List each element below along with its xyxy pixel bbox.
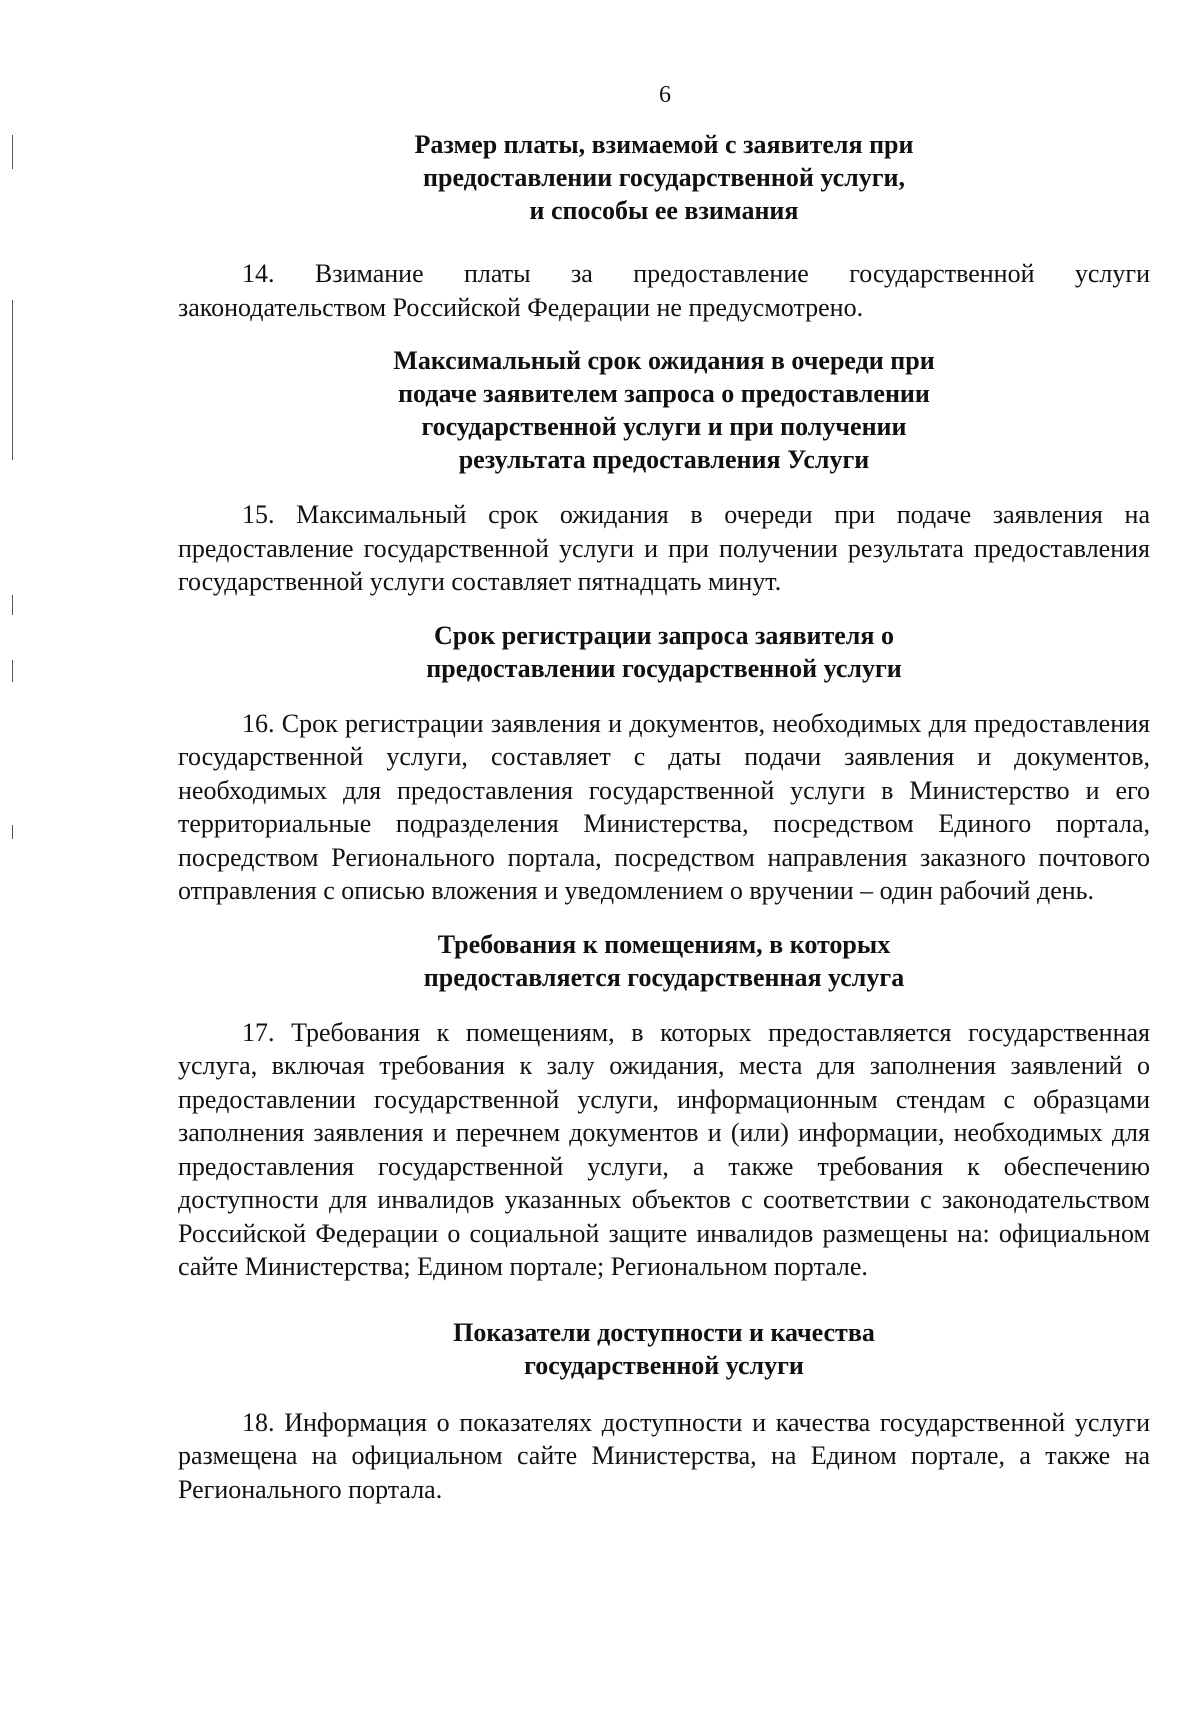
paragraph-18: 18. Информация о показателях доступности и качества государственной услуги размещена на официальном сайте Министерства, на Едином портале, а также на Регионального портала. [178,1407,1150,1504]
scan-artifact [12,135,13,169]
heading-line: и способы ее взимания [529,196,799,225]
heading-line: государственной услуги [524,1350,804,1380]
heading-line: предоставляется государственная услуга [423,962,905,992]
paragraph-16: 16. Срок регистрации заявления и документов, необходимых для предоставления государственной услуги, составляет с даты подачи заявления и документов, необходимых для предоставления государственной услуги в Министерство и его территориальные подразделения Министерства, посредством Единого портала, посредством Регионального портала, посредством направления заказного почтового отправления с описью вложения и уведомлением о вручении – один рабочий день. [178,708,1150,905]
document-body [178,120,1150,1506]
section-heading-fee [178,128,1150,227]
paragraph-14: 14. Взимание платы за предоставление государственной услуги законодательством Российской Федерации не предусмотрено. [178,259,1150,322]
scan-artifact [12,825,13,839]
scan-artifact [12,595,13,615]
paragraph-15: 15. Максимальный срок ожидания в очереди при подаче заявления на предоставление государственной услуги и при получении результата предоставления государственной услуги составляет пятнадцать минут. [178,500,1150,596]
heading-line: подаче заявителем запроса о предоставлении [398,379,930,408]
paragraph-17: 17. Требования к помещениям, в которых предоставляется государственная услуга, включая требования к залу ожидания, места для заполнения заявлений о предоставлении государственной услуги, информационным стендам с образцами заполнения заявления и перечнем документов и (или) информации, необходимых для предоставления государственной услуги, а также требования к обеспечению доступности для инвалидов указанных объектов с соответствии с законодательством Российской Федерации о социальной защите инвалидов размещены на: официальном сайте Министерства; Едином портале; Региональном портале. [178,1017,1150,1281]
page-number: 6 [659,82,671,108]
scan-artifact [12,660,13,682]
heading-line: результата предоставления Услуги [458,445,870,474]
heading-line: Требования к помещениям, в которых [437,929,891,959]
heading-line: предоставлении государственной услуги, [423,163,905,192]
heading-line: Срок регистрации запроса заявителя о [434,620,894,650]
heading-line: предоставлении государственной услуги [426,653,902,683]
heading-line: государственной услуги и при получении [421,412,907,441]
section-heading-registration [178,619,1150,685]
heading-line: Максимальный срок ожидания в очереди при [393,346,935,375]
heading-line: Размер платы, взимаемой с заявителя при [414,130,914,159]
section-heading-premises [178,928,1150,994]
section-heading-quality [178,1316,1150,1382]
scan-artifact [12,300,13,460]
heading-line: Показатели доступности и качества [453,1317,875,1347]
section-heading-waiting-time [178,344,1150,476]
